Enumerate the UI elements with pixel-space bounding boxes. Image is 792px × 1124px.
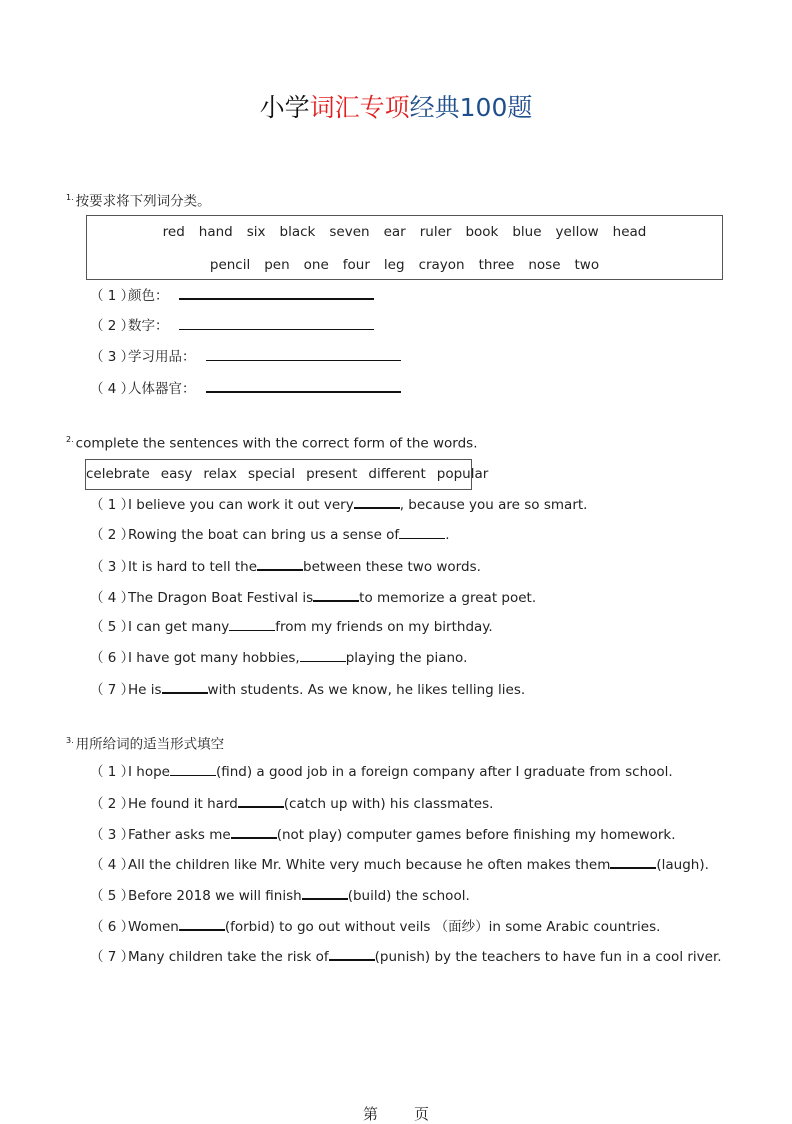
word: ruler	[419, 224, 452, 240]
word: seven	[329, 224, 370, 240]
item-number: （ 2 ）	[90, 527, 135, 543]
q1-item-1	[90, 286, 374, 305]
q3-item-2	[90, 794, 493, 813]
sentence-after: (catch up with) his classmates.	[283, 796, 494, 812]
word: ear	[383, 224, 406, 240]
answer-blank[interactable]	[399, 526, 445, 539]
word: four	[342, 257, 370, 273]
item-number: （ 1 ）	[90, 497, 135, 513]
word: six	[246, 224, 266, 240]
q2-item-7	[90, 680, 525, 699]
sentence-before: I can get many	[128, 619, 230, 635]
word: head	[612, 224, 647, 240]
question-number: 2.	[66, 435, 74, 444]
sentence-before: Rowing the boat can bring us a sense of	[128, 527, 400, 543]
word: relax	[203, 466, 237, 482]
answer-blank[interactable]	[238, 794, 284, 808]
question-3-heading	[66, 732, 224, 754]
q2-item-5	[90, 618, 493, 636]
q3-item-5	[90, 886, 470, 905]
answer-blank[interactable]	[229, 618, 275, 631]
question-1-heading	[66, 189, 211, 211]
sentence-after: (build) the school.	[347, 888, 470, 904]
word-bank-box	[85, 459, 489, 490]
item-number: （ 1 ）	[90, 764, 135, 780]
sentence-after: to memorize a great poet.	[359, 590, 537, 606]
question-number: 3.	[66, 736, 74, 745]
word: easy	[160, 466, 193, 482]
answer-blank[interactable]	[302, 886, 348, 900]
item-number: （ 3 ）	[90, 349, 135, 365]
q2-item-3	[90, 557, 481, 576]
word: leg	[383, 257, 405, 273]
item-number: （ 4 ）	[90, 590, 135, 606]
item-number: （ 2 ）	[90, 318, 135, 334]
sentence-before: He is	[128, 682, 162, 698]
q3-item-3	[90, 825, 676, 844]
sentence-before: Many children take the risk of	[128, 949, 329, 965]
title-part1: 小学	[259, 93, 310, 122]
word: special	[247, 466, 296, 482]
sentence-after: .	[445, 527, 450, 543]
q3-item-1	[90, 763, 673, 781]
question-number: 1.	[66, 193, 74, 202]
q2-item-2	[90, 526, 449, 544]
item-number: （ 4 ）	[90, 381, 135, 397]
sentence-after: (punish) by the teachers to have fun in a cool river.	[374, 949, 722, 965]
answer-blank[interactable]	[206, 348, 401, 361]
word: celebrate	[86, 466, 150, 482]
answer-blank[interactable]	[610, 855, 656, 869]
word: one	[303, 257, 329, 273]
question-instruction: 按要求将下列词分类。	[75, 193, 211, 210]
title-part3: 经典100题	[409, 93, 533, 122]
item-number: （ 1 ）	[90, 288, 135, 304]
sentence-after: between these two words.	[303, 559, 481, 575]
word: nose	[528, 257, 561, 273]
answer-blank[interactable]	[179, 317, 374, 330]
title-part2: 词汇专项	[309, 93, 410, 122]
item-number: （ 6 ）	[90, 650, 135, 666]
question-instruction: 用所给词的适当形式填空	[75, 736, 225, 753]
answer-blank[interactable]	[257, 557, 303, 571]
item-label: 人体器官：	[128, 381, 196, 397]
sentence-before: All the children like Mr. White very much because he often makes them	[128, 857, 611, 873]
item-number: （ 5 ）	[90, 619, 135, 635]
q3-item-7	[90, 947, 722, 966]
sentence-after: (laugh).	[656, 857, 709, 873]
answer-blank[interactable]	[313, 588, 359, 602]
sentence-after: (find) a good job in a foreign company after I graduate from school.	[215, 764, 673, 780]
q1-item-2	[90, 317, 374, 335]
sentence-before: He found it hard	[128, 796, 238, 812]
word-bank-row-2	[87, 257, 722, 273]
sentence-before: I believe you can work it out very	[128, 497, 354, 513]
sentence-after: playing the piano.	[345, 650, 468, 666]
word: two	[574, 257, 600, 273]
word: three	[478, 257, 515, 273]
answer-blank[interactable]	[231, 825, 277, 839]
sentence-after: , because you are so smart.	[399, 497, 588, 513]
word: blue	[512, 224, 542, 240]
word: book	[465, 224, 499, 240]
item-number: （ 4 ）	[90, 857, 135, 873]
sentence-before: Father asks me	[128, 827, 231, 843]
word: black	[279, 224, 316, 240]
item-label: 学习用品：	[128, 349, 196, 365]
item-number: （ 3 ）	[90, 827, 135, 843]
sentence-before: I have got many hobbies,	[128, 650, 300, 666]
word: yellow	[555, 224, 599, 240]
q2-item-6	[90, 649, 467, 667]
item-number: （ 5 ）	[90, 888, 135, 904]
item-label: 颜色：	[128, 288, 169, 304]
answer-blank[interactable]	[170, 763, 216, 776]
item-number: （ 6 ）	[90, 919, 135, 935]
q2-item-1	[90, 495, 587, 514]
word: popular	[436, 466, 489, 482]
sentence-after: (not play) computer games before finishing my homework.	[276, 827, 676, 843]
sentence-before: It is hard to tell the	[128, 559, 258, 575]
item-number: （ 7 ）	[90, 949, 135, 965]
sentence-after: with students. As we know, he likes telling lies.	[207, 682, 526, 698]
page-title	[0, 92, 792, 124]
word: crayon	[418, 257, 465, 273]
word-bank-row-1	[87, 224, 722, 240]
q1-item-3	[90, 348, 401, 366]
word: different	[368, 466, 426, 482]
sentence-before: The Dragon Boat Festival is	[128, 590, 314, 606]
sentence-before: Before 2018 we will finish	[128, 888, 302, 904]
word: pen	[264, 257, 290, 273]
sentence-before: Women	[128, 919, 179, 935]
sentence-after: from my friends on my birthday.	[275, 619, 493, 635]
sentence-before: I hope	[128, 764, 170, 780]
word-bank-box	[86, 215, 723, 280]
answer-blank[interactable]	[300, 649, 346, 662]
q1-item-4	[90, 379, 401, 398]
q3-item-4	[90, 855, 709, 874]
answer-blank[interactable]	[179, 917, 225, 931]
sentence-after: (forbid) to go out without veils （面纱）in some Arabic countries.	[224, 919, 661, 935]
answer-blank[interactable]	[206, 379, 401, 393]
question-2-heading	[66, 431, 478, 453]
item-number: （ 7 ）	[90, 682, 135, 698]
item-number: （ 3 ）	[90, 559, 135, 575]
page-footer	[0, 1103, 792, 1124]
answer-blank[interactable]	[162, 680, 208, 694]
word: hand	[198, 224, 233, 240]
item-number: （ 2 ）	[90, 796, 135, 812]
footer-right: 页	[414, 1105, 430, 1123]
q3-item-6	[90, 917, 660, 936]
q2-item-4	[90, 588, 536, 607]
answer-blank[interactable]	[179, 286, 374, 300]
question-instruction: complete the sentences with the correct form of the words.	[75, 435, 478, 452]
item-label: 数字：	[128, 318, 169, 334]
answer-blank[interactable]	[329, 947, 375, 961]
word: red	[162, 224, 185, 240]
word: pencil	[209, 257, 251, 273]
word: present	[306, 466, 358, 482]
footer-left: 第	[362, 1105, 378, 1123]
answer-blank[interactable]	[354, 495, 400, 509]
